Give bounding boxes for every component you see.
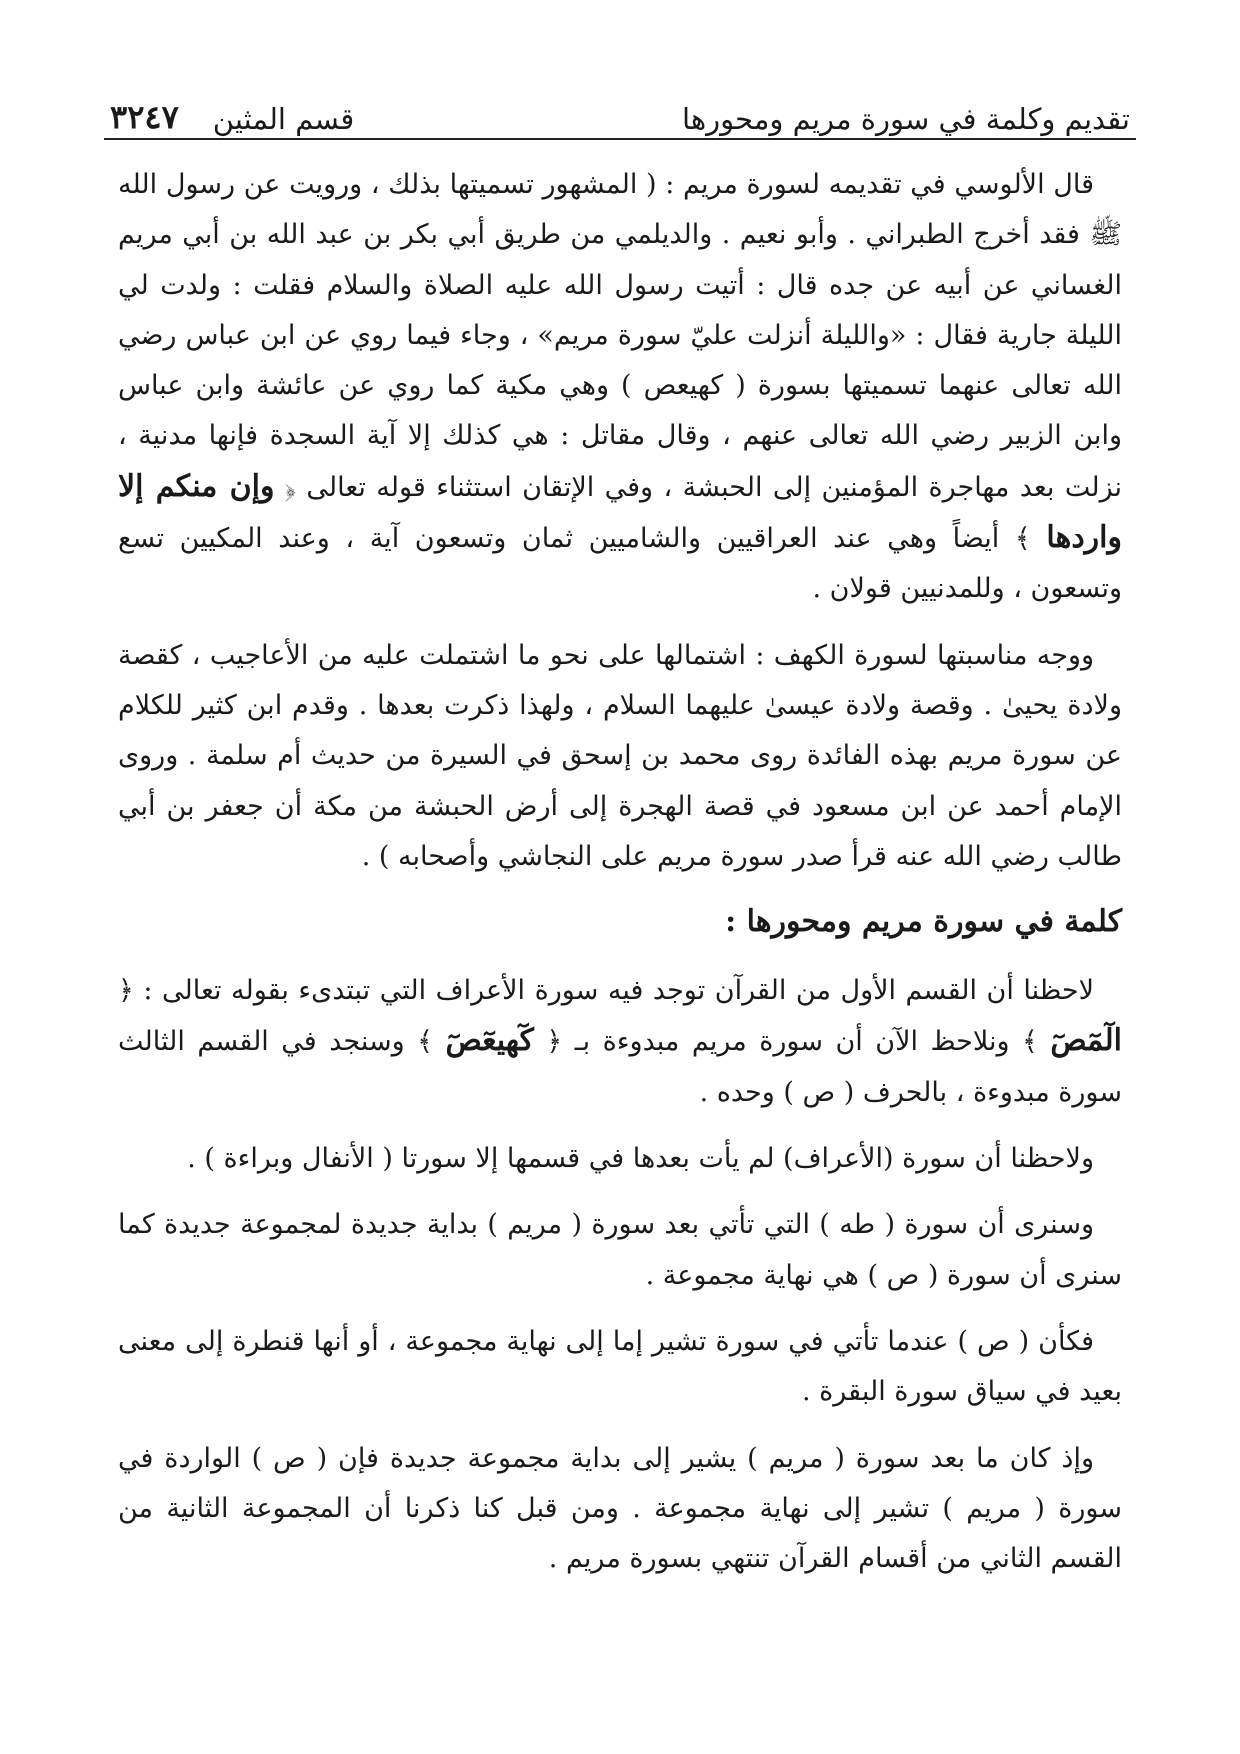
body-text xyxy=(118,160,1122,1594)
running-header xyxy=(110,86,1130,136)
quran-verse: وإن منكم إلا واردها xyxy=(118,468,1122,556)
paragraph-araf-note: ولاحظنا أن سورة (الأعراف) لم يأت بعدها في قسمها إلا سورتا ( الأنفال وبراءة ) . xyxy=(187,1143,1094,1175)
paragraph-taha-note: وسنرى أن سورة ( طه ) التي تأتي بعد سورة ( مريم ) بداية جديدة لمجموعة جديدة كما سنرى أن سورة ( ص ) هي نهاية مجموعة . xyxy=(118,1209,1122,1291)
paragraph-alusi-intro xyxy=(118,160,1122,615)
section-name: قسم المثين xyxy=(212,102,355,136)
page-number: ٣٢٤٧ xyxy=(110,98,179,136)
paragraph-conclusion: وإذ كان ما بعد سورة ( مريم ) يشير إلى بداية مجموعة جديدة فإن ( ص ) الواردة في سورة ( مريم ) تشير إلى نهاية مجموعة . ومن قبل كنا ذكرنا أن المجموعة الثانية من القسم الثاني من أقسام القرآن تنتهي بسورة مريم . xyxy=(118,1442,1122,1575)
ayah-open-bracket: ﴿ xyxy=(118,975,134,1007)
header-divider xyxy=(104,138,1136,140)
quran-letters-kahias: كٓهيعٓصٓ xyxy=(445,1023,534,1059)
text-segment: وسنجد في القسم الثالث سورة مبدوءة ، بالحرف ( ص ) وحده . xyxy=(118,1026,1122,1108)
section-heading: كلمة في سورة مريم ومحورها : xyxy=(725,904,1122,940)
ayah-close-bracket: ﴾ xyxy=(417,1026,433,1058)
ayah-open-bracket: ﴿ xyxy=(546,1026,563,1058)
header-left-group xyxy=(110,98,354,136)
paragraph-sad-meaning: فكأن ( ص ) عندما تأتي في سورة تشير إما إلى نهاية مجموعة ، أو أنها قنطرة إلى معنى بعيد في سياق سورة البقرة . xyxy=(118,1325,1122,1408)
ayah-open-bracket: ﴿ xyxy=(284,471,296,503)
text-segment: أيضاً وهي عند العراقيين والشاميين ثمان وتسعون آية ، وعند المكيين تسع وتسعون ، وللمدنيين قولان . xyxy=(118,523,1122,605)
ayah-close-bracket: ﴾ xyxy=(1022,1026,1038,1058)
paragraph-disjoined-letters xyxy=(118,966,1122,1118)
text-segment: لاحظنا أن القسم الأول من القرآن توجد فيه سورة الأعراف التي تبتدىء بقوله تعالى : xyxy=(143,975,1095,1007)
text-segment: قال الألوسي في تقديمه لسورة مريم : ( المشهور تسميتها بذلك ، ورويت عن رسول الله ﷺ فقد أخرج الطبراني . وأبو نعيم . والديلمي من طريق أبي بكر بن عبد الله بن أبي مريم الغساني عن أبيه عن جده قال : أتيت رسول الله عليه الصلاة والسلام فقلت : ولدت لي الليلة جارية فقال : «والليلة أنزلت عليّ سورة مريم» ، وجاء فيما روي عن ابن عباس رضي الله تعالى عنهما تسميتها بسورة ( كهيعص ) وهي مكية كما روي عن عائشة وابن عباس وابن الزبير رضي الله تعالى عنهم ، وقال مقاتل : هي كذلك إلا آية السجدة فإنها مدنية ، نزلت بعد مهاجرة المؤمنين إلى الحبشة ، وفي الإتقان استثناء قوله تعالى xyxy=(118,169,1122,503)
chapter-title: تقديم وكلمة في سورة مريم ومحورها xyxy=(682,102,1130,136)
paragraph-kahf-relation: ووجه مناسبتها لسورة الكهف : اشتمالها على نحو ما اشتملت عليه من الأعاجيب ، كقصة ولادة يحيىٰ . وقصة ولادة عيسىٰ عليهما السلام ، ولهذا ذكرت بعدها . وقدم ابن كثير للكلام عن سورة مريم بهذه الفائدة روى محمد بن إسحق في السيرة من حديث أم سلمة . وروى الإمام أحمد عن ابن مسعود في قصة الهجرة إلى أرض الحبشة من مكة أن جعفر بن أبي طالب رضي الله عنه قرأ صدر سورة مريم على النجاشي وأصحابه ) . xyxy=(118,639,1122,872)
text-segment: ونلاحظ الآن أن سورة مريم مبدوءة بـ xyxy=(574,1026,1010,1058)
quran-letters-almis: الٓمٓصٓ xyxy=(1050,1023,1122,1059)
ayah-close-bracket: ﴾ xyxy=(1014,523,1031,555)
